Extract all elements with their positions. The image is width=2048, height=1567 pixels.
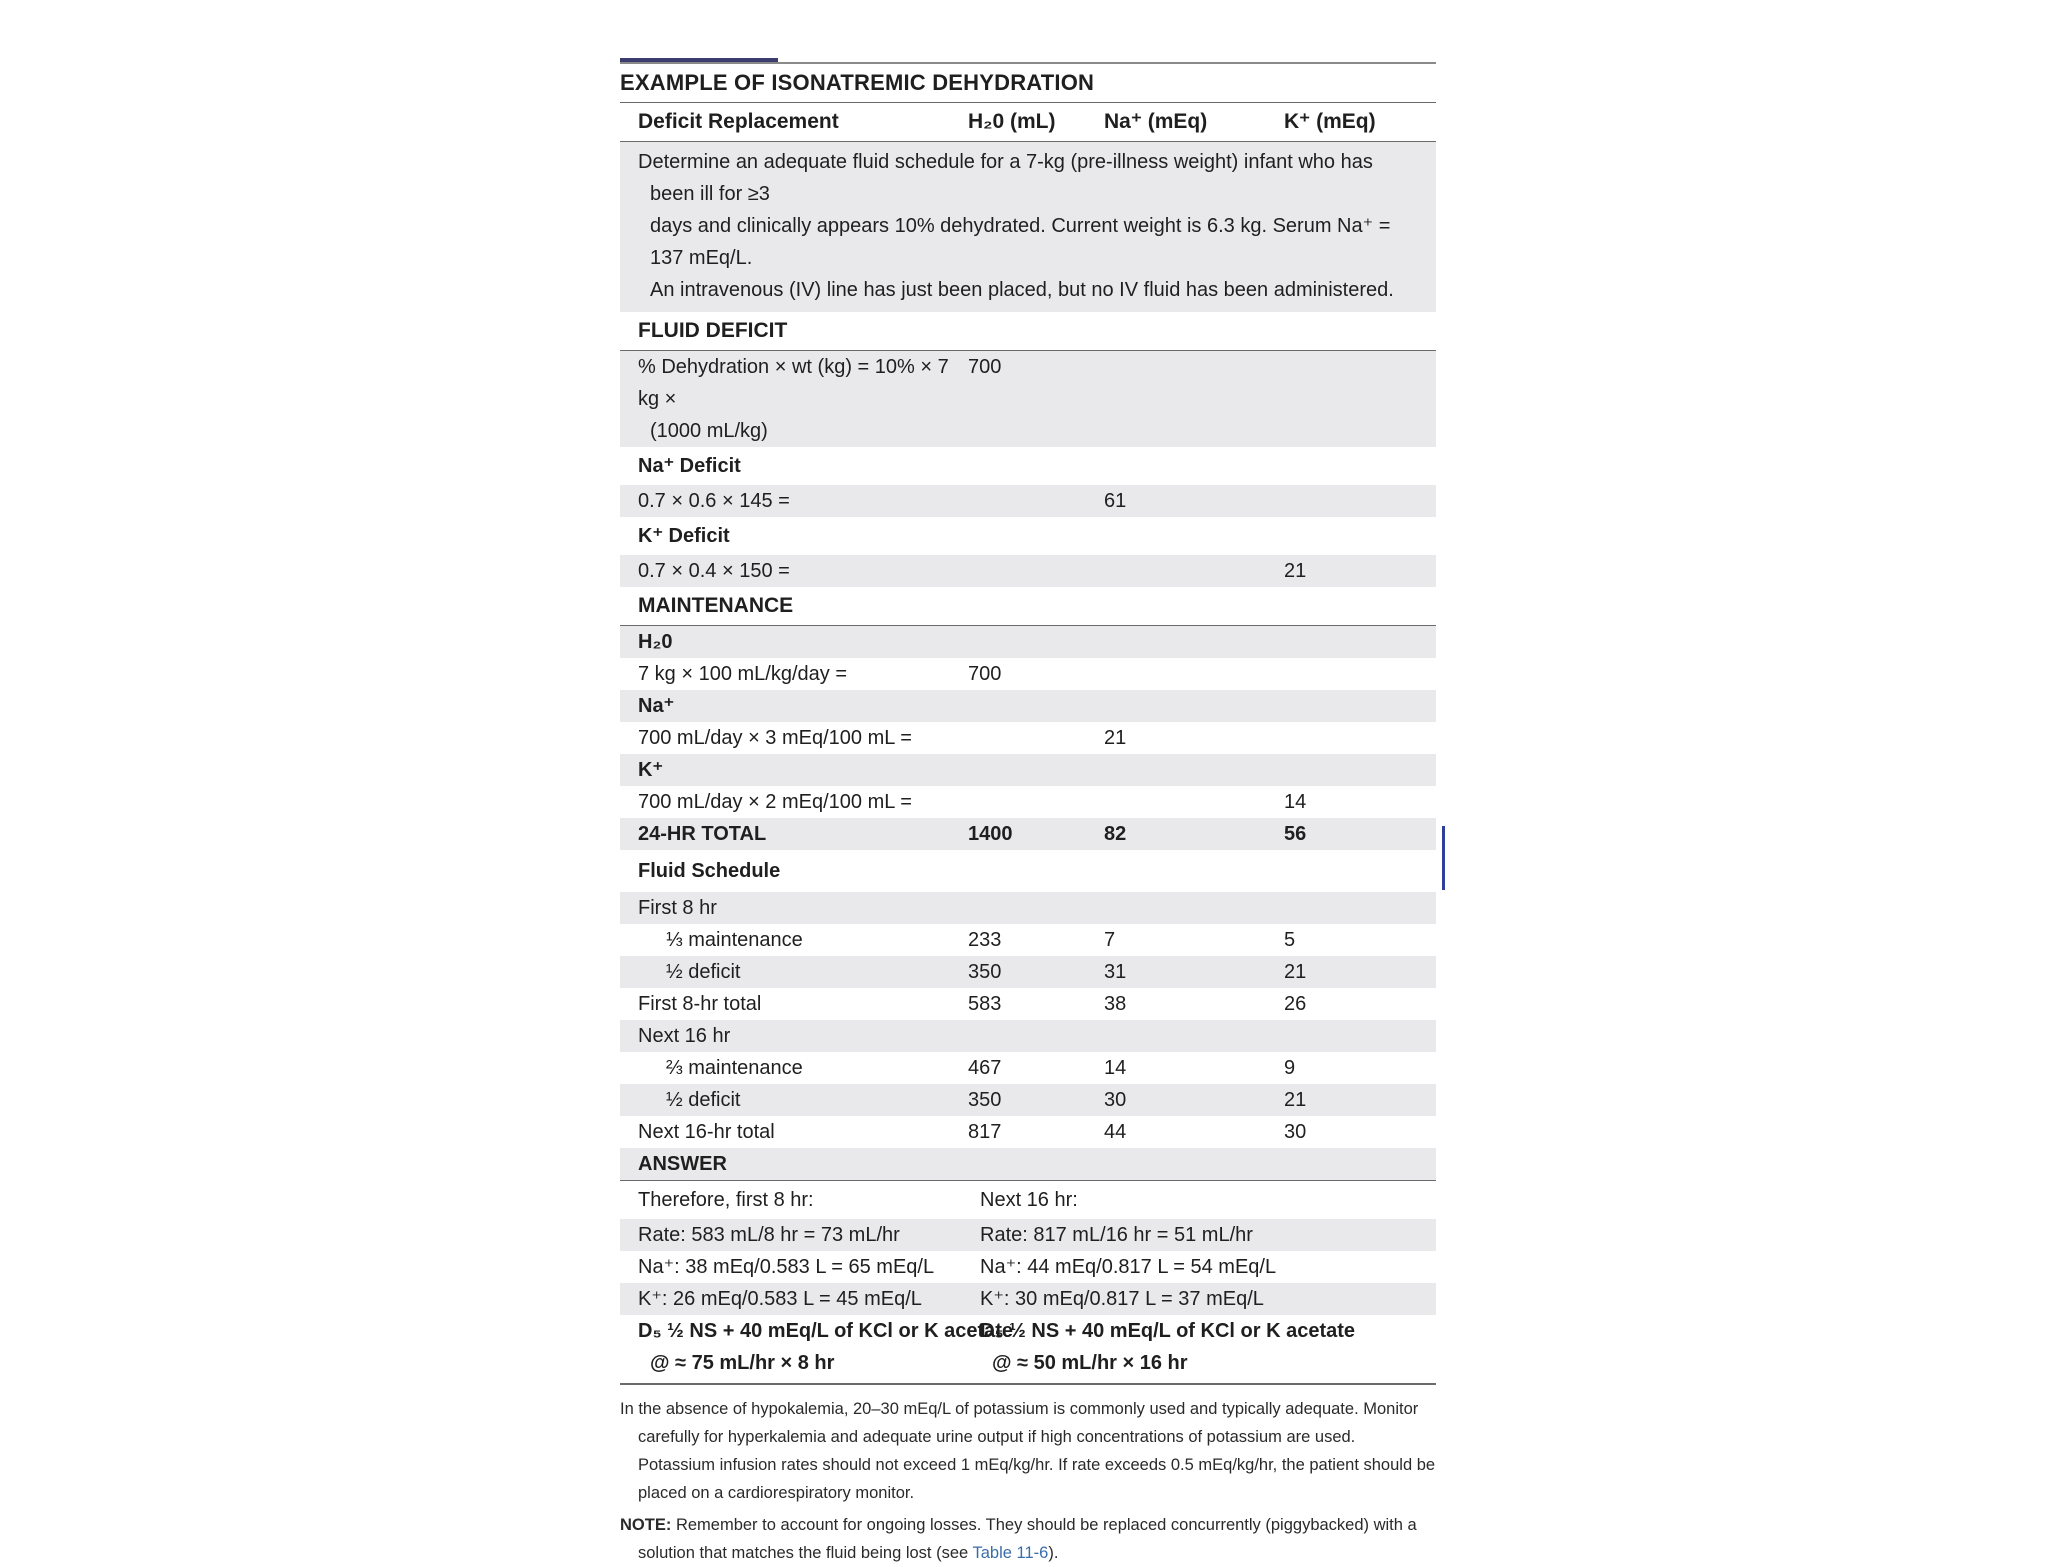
schedule-row-label: ⅔ maintenance (666, 1057, 803, 1079)
schedule-row-na: 31 (1104, 961, 1127, 983)
schedule-row (620, 1116, 1436, 1148)
answer-right-na: Na⁺: 44 mEq/0.817 L = 54 mEq/L (980, 1256, 1277, 1278)
section-fluid-deficit: FLUID DEFICIT (638, 319, 788, 342)
table-reference-link[interactable]: Table 11-6 (972, 1544, 1049, 1562)
schedule-row-h2o: 350 (968, 1089, 1002, 1111)
maint-h2o-label-row (620, 626, 1436, 658)
schedule-row-label: Next 16-hr total (638, 1121, 775, 1143)
table-title: EXAMPLE OF ISONATREMIC DEHYDRATION (620, 70, 1095, 95)
title-rule (620, 62, 1436, 64)
answer-heading: ANSWER (638, 1153, 727, 1175)
isonatremic-dehydration-table (620, 58, 1436, 1567)
answer-left-intro: Therefore, first 8 hr: (638, 1189, 814, 1211)
answer-left-rate: Rate: 583 mL/8 hr = 73 mL/hr (638, 1224, 900, 1246)
note-text: Remember to account for ongoing losses. They should be replaced concurrently (piggybacked) with a solution that matches the fluid being lost (see (638, 1516, 1417, 1562)
schedule-row (620, 892, 1436, 924)
top-rule (620, 58, 1436, 64)
schedule-row-na: 14 (1104, 1057, 1127, 1079)
schedule-row (620, 1052, 1436, 1084)
column-header-row (620, 103, 1436, 141)
maint-k-row (620, 786, 1436, 818)
answer-right-k: K⁺: 30 mEq/0.817 L = 37 mEq/L (980, 1288, 1264, 1310)
schedule-row-na: 30 (1104, 1089, 1127, 1111)
header-na: Na⁺ (mEq) (1104, 110, 1208, 133)
schedule-row-label: First 8-hr total (638, 993, 762, 1015)
fluid-schedule-heading-row (620, 850, 1436, 892)
maint-k-label: K⁺ (638, 759, 663, 781)
schedule-row (620, 924, 1436, 956)
header-deficit-replacement: Deficit Replacement (638, 110, 839, 133)
schedule-row-h2o: 350 (968, 961, 1002, 983)
problem-line-1: Determine an adequate fluid schedule for a 7-kg (pre-illness weight) infant who has been ill for ≥3 (638, 151, 1373, 205)
answer-na-row (620, 1251, 1436, 1283)
schedule-row-label: Next 16 hr (638, 1025, 731, 1047)
schedule-row (620, 1084, 1436, 1116)
section-maintenance: MAINTENANCE (638, 594, 794, 617)
answer-fluid-row (620, 1315, 1436, 1379)
schedule-row-k: 21 (1284, 1089, 1307, 1111)
header-k: K⁺ (mEq) (1284, 110, 1376, 133)
schedule-row-h2o: 233 (968, 929, 1002, 951)
schedule-row-k: 30 (1284, 1121, 1307, 1143)
fluid-schedule-heading: Fluid Schedule (638, 860, 781, 882)
schedule-row-label: ½ deficit (666, 961, 741, 983)
problem-statement (620, 142, 1436, 312)
maint-h2o-row (620, 658, 1436, 690)
fluid-deficit-formula (620, 351, 968, 447)
answer-right-rate: Rate: 817 mL/16 hr = 51 mL/hr (980, 1224, 1253, 1246)
total-24hr-h2o: 1400 (968, 823, 1013, 845)
answer-left-na: Na⁺: 38 mEq/0.583 L = 65 mEq/L (638, 1256, 935, 1278)
maint-h2o-label: H₂0 (638, 631, 673, 653)
fluid-deficit-row (620, 351, 1436, 447)
na-deficit-heading: Na⁺ Deficit (638, 455, 741, 477)
k-deficit-row (620, 555, 1436, 587)
answer-rate-row (620, 1219, 1436, 1251)
na-deficit-value: 61 (1104, 490, 1127, 512)
total-24hr-label: 24-HR TOTAL (638, 823, 767, 845)
maint-h2o-formula: 7 kg × 100 mL/kg/day = (638, 663, 848, 685)
schedule-row-na: 44 (1104, 1121, 1127, 1143)
scrollbar-thumb[interactable] (1442, 826, 1445, 890)
answer-left-fluid-line-1: D₅ ½ NS + 40 mEq/L of KCl or K acetate (638, 1320, 1014, 1342)
k-deficit-value: 21 (1284, 560, 1307, 582)
schedule-row-h2o: 817 (968, 1121, 1002, 1143)
maint-na-formula: 700 mL/day × 3 mEq/100 mL = (638, 727, 912, 749)
schedule-row-k: 26 (1284, 993, 1307, 1015)
schedule-row-k: 5 (1284, 929, 1296, 951)
maint-k-label-row (620, 754, 1436, 786)
schedule-row (620, 1020, 1436, 1052)
schedule-row-h2o: 583 (968, 993, 1002, 1015)
k-deficit-heading-row (620, 517, 1436, 555)
note-end: ). (1048, 1544, 1059, 1562)
k-deficit-formula: 0.7 × 0.4 × 150 = (638, 560, 790, 582)
maint-na-value: 21 (1104, 727, 1127, 749)
fluid-deficit-formula-line-1: % Dehydration × wt (kg) = 10% × 7 kg × (638, 356, 949, 410)
schedule-row-label: ⅓ maintenance (666, 929, 803, 951)
answer-right-intro: Next 16 hr: (980, 1189, 1078, 1211)
schedule-row-na: 38 (1104, 993, 1127, 1015)
schedule-row-label: ½ deficit (666, 1089, 741, 1111)
footnotes (620, 1395, 1436, 1567)
maint-na-row (620, 722, 1436, 754)
k-deficit-heading: K⁺ Deficit (638, 525, 730, 547)
problem-line-2: days and clinically appears 10% dehydrated. Current weight is 6.3 kg. Serum Na⁺ = 137 mEq/L. (650, 215, 1391, 269)
total-24hr-na: 82 (1104, 823, 1127, 845)
schedule-row-h2o: 467 (968, 1057, 1002, 1079)
answer-left-fluid (620, 1315, 1014, 1379)
answer-heading-row (620, 1148, 1436, 1180)
na-deficit-row (620, 485, 1436, 517)
maint-k-value: 14 (1284, 791, 1307, 813)
answer-left-fluid-line-2: @ ≈ 75 mL/hr × 8 hr (650, 1352, 835, 1374)
answer-right-fluid (980, 1315, 1436, 1379)
maint-k-formula: 700 mL/day × 2 mEq/100 mL = (638, 791, 912, 813)
fluid-deficit-formula-line-2: (1000 mL/kg) (650, 420, 768, 442)
schedule-row-k: 21 (1284, 961, 1307, 983)
problem-line-3: An intravenous (IV) line has just been placed, but no IV fluid has been administered. (650, 279, 1394, 301)
note-label: NOTE: (620, 1516, 672, 1534)
answer-right-fluid-line-1: D₅ ½ NS + 40 mEq/L of KCl or K acetate (980, 1320, 1356, 1342)
total-24hr-row (620, 818, 1436, 850)
header-h2o: H₂0 (mL) (968, 110, 1056, 133)
schedule-row (620, 988, 1436, 1020)
na-deficit-heading-row (620, 447, 1436, 485)
maint-h2o-value: 700 (968, 663, 1002, 685)
schedule-row-na: 7 (1104, 929, 1116, 951)
answer-intro-row (620, 1181, 1436, 1219)
schedule-row-k: 9 (1284, 1057, 1296, 1079)
answer-k-row (620, 1283, 1436, 1315)
answer-left-k: K⁺: 26 mEq/0.583 L = 45 mEq/L (638, 1288, 922, 1310)
schedule-row-label: First 8 hr (638, 897, 717, 919)
divider (620, 1383, 1436, 1385)
schedule-row (620, 956, 1436, 988)
potassium-footnote: In the absence of hypokalemia, 20–30 mEq/L of potassium is commonly used and typically adequate. Monitor carefully for hyperkalemia and adequate urine output if high concentrations of potassium are used. Potassium infusion rates should not exceed 1 mEq/kg/hr. If rate exceeds 0.5 mEq/kg/hr, the patient should be placed on a cardiorespiratory monitor. (620, 1400, 1436, 1502)
note-footnote (620, 1511, 1436, 1567)
fluid-schedule-rows (620, 892, 1436, 1148)
answer-right-fluid-line-2: @ ≈ 50 mL/hr × 16 hr (992, 1352, 1188, 1374)
total-24hr-k: 56 (1284, 823, 1307, 845)
fluid-deficit-h2o: 700 (968, 356, 1002, 378)
maint-na-label-row (620, 690, 1436, 722)
na-deficit-formula: 0.7 × 0.6 × 145 = (638, 490, 790, 512)
maint-na-label: Na⁺ (638, 695, 675, 717)
